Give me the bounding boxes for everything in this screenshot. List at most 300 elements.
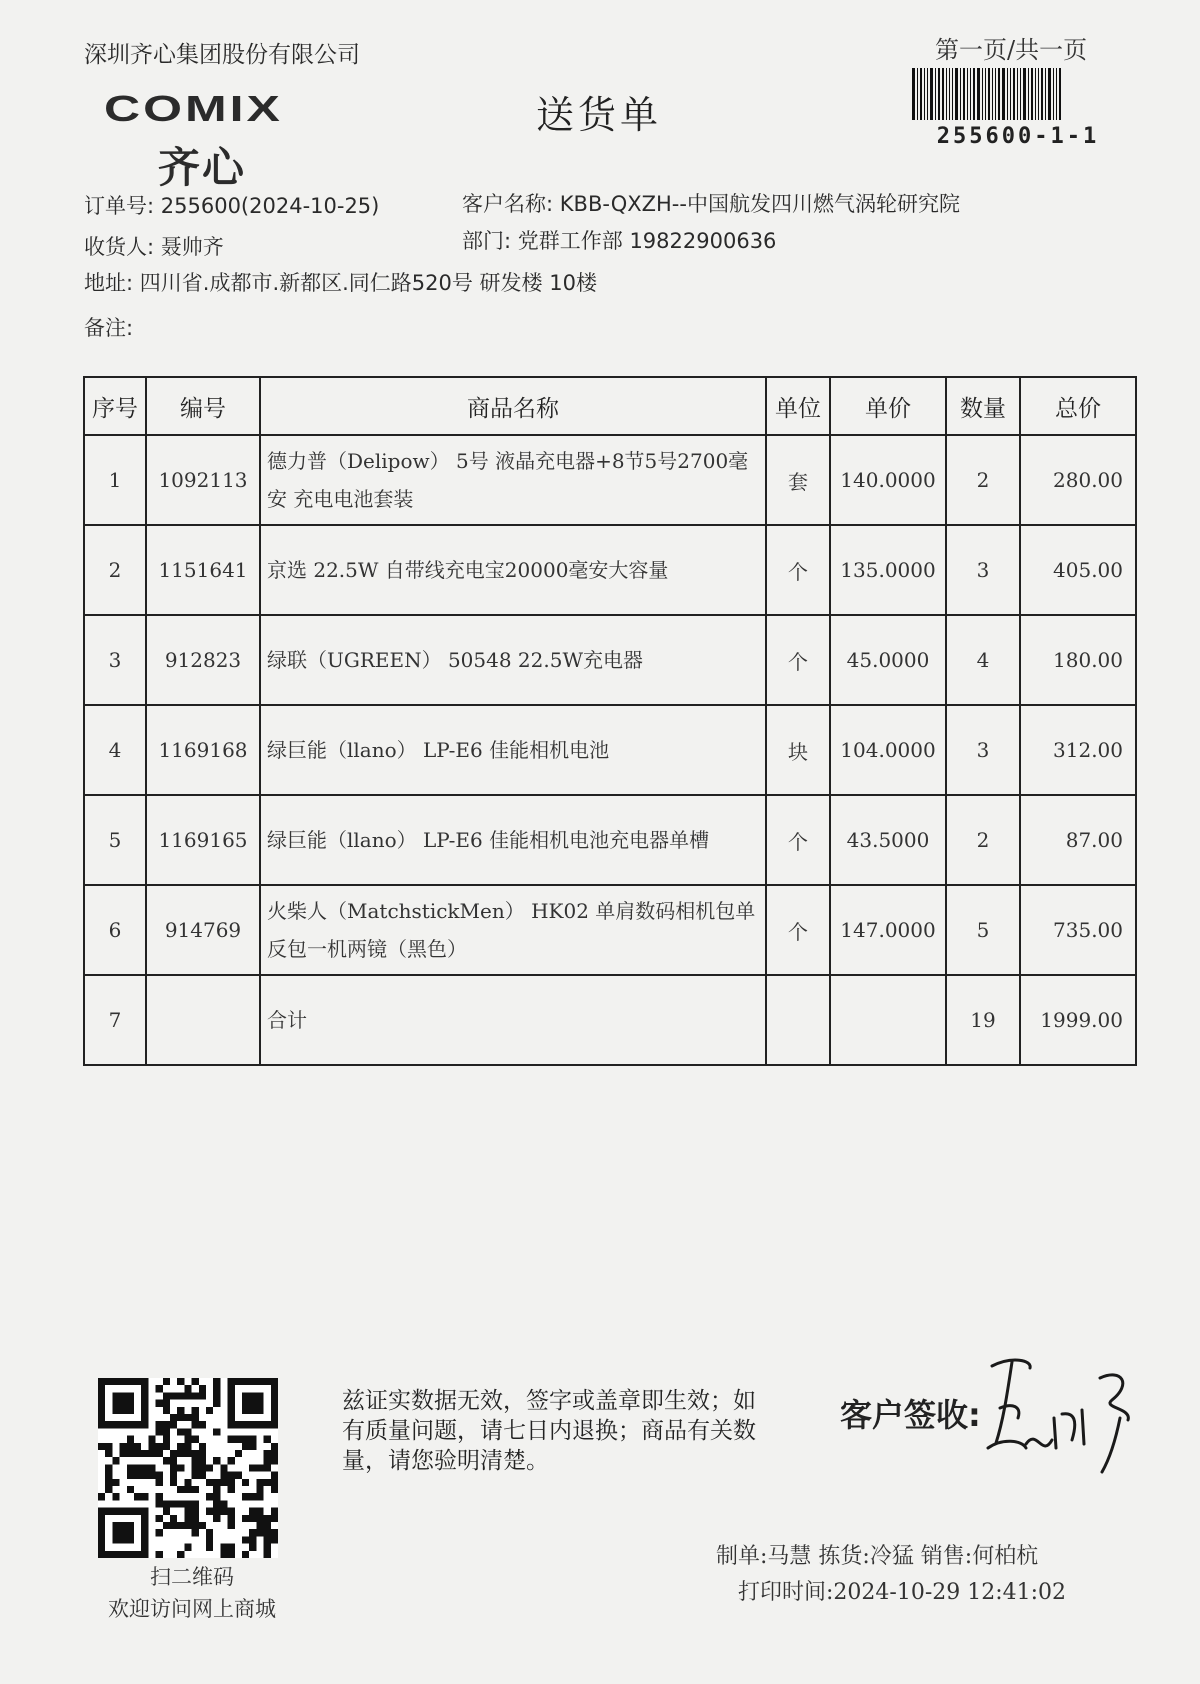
qr-module <box>199 1464 206 1471</box>
qr-module <box>228 1400 235 1407</box>
qr-module <box>192 1392 199 1399</box>
qr-module <box>141 1407 148 1414</box>
qr-module <box>199 1472 206 1479</box>
qr-module <box>112 1407 119 1414</box>
qr-module <box>242 1392 249 1399</box>
qr-module <box>256 1464 263 1471</box>
qr-module <box>112 1536 119 1543</box>
company-name: 深圳齐心集团股份有限公司 <box>84 42 360 68</box>
qr-module <box>228 1551 235 1558</box>
table-row <box>84 615 1136 705</box>
qr-module <box>192 1522 199 1529</box>
qr-module <box>192 1529 199 1536</box>
qr-module <box>127 1522 134 1529</box>
qr-module <box>177 1414 184 1421</box>
qr-module <box>98 1493 105 1500</box>
qr-module <box>192 1515 199 1522</box>
barcode-bar <box>1035 68 1036 120</box>
receiver-value: 聂帅齐 <box>160 235 224 259</box>
cell-seq: 2 <box>84 525 146 615</box>
qr-module <box>112 1421 119 1428</box>
cell-unit: 个 <box>766 795 830 885</box>
cell-quantity: 5 <box>946 885 1020 975</box>
comix-logo-text: COMIX <box>104 88 283 130</box>
address-value: 四川省.成都市.新都区.同仁路520号 研发楼 10楼 <box>139 271 597 295</box>
barcode-bar <box>1020 68 1021 120</box>
qr-module <box>199 1443 206 1450</box>
qr-module <box>271 1443 278 1450</box>
qr-module <box>184 1515 191 1522</box>
qr-module <box>271 1529 278 1536</box>
qr-module <box>120 1378 127 1385</box>
qr-module <box>249 1508 256 1515</box>
cell-quantity: 2 <box>946 795 1020 885</box>
qr-module <box>213 1515 220 1522</box>
barcode-bar <box>985 68 986 120</box>
cell-total: 280.00 <box>1020 435 1136 525</box>
qr-module <box>228 1515 235 1522</box>
qr-module <box>120 1443 127 1450</box>
department <box>462 225 776 255</box>
qr-module <box>192 1407 199 1414</box>
qr-module <box>235 1450 242 1457</box>
cell-code: 1169165 <box>146 795 260 885</box>
qr-module <box>156 1421 163 1428</box>
qr-module <box>127 1436 134 1443</box>
qr-module <box>156 1479 163 1486</box>
qr-module <box>120 1522 127 1529</box>
barcode-bar <box>949 68 950 120</box>
remark <box>84 312 133 342</box>
qr-module <box>177 1464 184 1471</box>
qr-module <box>177 1392 184 1399</box>
cell-unit-price: 43.5000 <box>830 795 946 885</box>
qr-module <box>235 1436 242 1443</box>
barcode-bar <box>942 68 944 120</box>
qr-module <box>184 1500 191 1507</box>
qr-module <box>177 1407 184 1414</box>
qr-module <box>271 1385 278 1392</box>
qr-module <box>228 1407 235 1414</box>
qr-module <box>242 1479 249 1486</box>
qr-module <box>184 1450 191 1457</box>
qr-module <box>228 1472 235 1479</box>
cell-unit: 个 <box>766 885 830 975</box>
barcode-bar <box>1017 68 1018 120</box>
qr-module <box>148 1464 155 1471</box>
cell-unit: 块 <box>766 705 830 795</box>
qr-module <box>256 1529 263 1536</box>
cell-product-name: 绿巨能（llano） LP-E6 佳能相机电池 <box>260 705 766 795</box>
barcode-bar <box>970 68 971 120</box>
qr-module <box>156 1551 163 1558</box>
qr-module <box>192 1508 199 1515</box>
qr-module <box>177 1428 184 1435</box>
cell-unit-price: 45.0000 <box>830 615 946 705</box>
qr-module <box>199 1522 206 1529</box>
qr-module <box>206 1508 213 1515</box>
barcode-bar <box>1013 68 1015 120</box>
qr-module <box>192 1457 199 1464</box>
qr-module <box>98 1536 105 1543</box>
customer-signature <box>982 1348 1142 1478</box>
barcode-bar <box>1031 68 1033 120</box>
qr-module <box>141 1515 148 1522</box>
qr-module <box>112 1457 119 1464</box>
qr-module <box>112 1493 119 1500</box>
qr-module <box>98 1414 105 1421</box>
qr-module <box>235 1421 242 1428</box>
qr-module <box>228 1392 235 1399</box>
qr-code-image <box>98 1378 278 1558</box>
qr-module <box>156 1472 163 1479</box>
qr-caption-scan: 扫二维码 <box>150 1565 234 1589</box>
header-seq: 序号 <box>84 377 146 435</box>
barcode-bar <box>967 68 968 120</box>
cell-unit: 套 <box>766 435 830 525</box>
qr-module <box>220 1479 227 1486</box>
qr-module <box>213 1479 220 1486</box>
header-code: 编号 <box>146 377 260 435</box>
cell-total-quantity: 19 <box>946 975 1020 1065</box>
qr-module <box>105 1421 112 1428</box>
qr-module <box>184 1385 191 1392</box>
qr-module <box>112 1392 119 1399</box>
qr-module <box>184 1486 191 1493</box>
qr-module <box>141 1414 148 1421</box>
qr-module <box>235 1472 242 1479</box>
qr-module <box>120 1392 127 1399</box>
qr-module <box>156 1493 163 1500</box>
qr-module <box>242 1515 249 1522</box>
qr-module <box>235 1378 242 1385</box>
qr-module <box>105 1486 112 1493</box>
cell-code: 1092113 <box>146 435 260 525</box>
qr-caption-visit: 欢迎访问网上商城 <box>108 1597 276 1621</box>
qr-module <box>112 1529 119 1536</box>
qr-module <box>242 1400 249 1407</box>
address-label: 地址: <box>84 271 134 295</box>
cell-unit-price: 140.0000 <box>830 435 946 525</box>
qr-module <box>213 1493 220 1500</box>
qr-module <box>156 1428 163 1435</box>
customer-name-value: KBB-QXZH--中国航发四川燃气涡轮研究院 <box>559 192 960 216</box>
qr-module <box>120 1536 127 1543</box>
qr-module <box>163 1500 170 1507</box>
qr-module <box>220 1472 227 1479</box>
qr-module <box>134 1493 141 1500</box>
cell-product-name: 绿巨能（llano） LP-E6 佳能相机电池充电器单槽 <box>260 795 766 885</box>
qr-module <box>228 1378 235 1385</box>
barcode-bar <box>920 68 922 120</box>
qr-module <box>98 1421 105 1428</box>
cell-seq: 1 <box>84 435 146 525</box>
header-unit: 单位 <box>766 377 830 435</box>
qr-module <box>98 1400 105 1407</box>
qr-module <box>127 1407 134 1414</box>
qr-module <box>242 1421 249 1428</box>
barcode-bar <box>992 68 993 120</box>
qr-module <box>112 1522 119 1529</box>
qr-module <box>206 1544 213 1551</box>
qr-module <box>242 1551 249 1558</box>
cell-code: 914769 <box>146 885 260 975</box>
qr-module <box>184 1443 191 1450</box>
qr-module <box>141 1400 148 1407</box>
cell-quantity: 3 <box>946 705 1020 795</box>
qr-module <box>249 1436 256 1443</box>
department-label: 部门: <box>462 229 512 253</box>
cell-product-name: 京选 22.5W 自带线充电宝20000毫安大容量 <box>260 525 766 615</box>
qr-module <box>98 1515 105 1522</box>
barcode-bar <box>952 68 953 120</box>
qr-module <box>199 1421 206 1428</box>
qr-module <box>120 1551 127 1558</box>
qr-module <box>249 1443 256 1450</box>
notice-text: 兹证实数据无效，签字或盖章即生效；如有质量问题，请七日内退换；商品有关数量，请您验明清楚。 <box>342 1388 756 1474</box>
qr-module <box>228 1457 235 1464</box>
barcode-bar <box>1041 68 1043 120</box>
qr-module <box>177 1522 184 1529</box>
qr-module <box>264 1536 271 1543</box>
qr-module <box>192 1421 199 1428</box>
barcode-bar <box>1053 68 1054 120</box>
qr-module <box>156 1443 163 1450</box>
cell-seq: 6 <box>84 885 146 975</box>
qr-module <box>127 1551 134 1558</box>
barcode-bar <box>960 68 961 120</box>
qr-module <box>163 1457 170 1464</box>
barcode-bar <box>946 68 947 120</box>
barcode-bar <box>1028 68 1029 120</box>
barcode-bar <box>935 68 936 120</box>
qr-module <box>170 1464 177 1471</box>
cell-code: 1151641 <box>146 525 260 615</box>
qr-module <box>105 1450 112 1457</box>
qr-module <box>256 1493 263 1500</box>
qr-module <box>177 1450 184 1457</box>
qr-module <box>170 1414 177 1421</box>
remark-label: 备注: <box>84 316 134 340</box>
cell-unit-price: 135.0000 <box>830 525 946 615</box>
qr-module <box>177 1443 184 1450</box>
page-indicator: 第一页/共一页 <box>935 36 1088 64</box>
qr-module <box>120 1421 127 1428</box>
barcode-bar <box>927 68 928 120</box>
qr-module <box>271 1515 278 1522</box>
barcode-number: 255600-1-1 <box>936 124 1100 149</box>
qr-module <box>141 1544 148 1551</box>
qr-module <box>134 1551 141 1558</box>
cell-product-name: 火柴人（MatchstickMen） HK02 单肩数码相机包单反包一机两镜（黑色） <box>260 885 766 975</box>
barcode-bar <box>963 68 965 120</box>
barcode-bar <box>1059 68 1061 120</box>
qr-module <box>120 1400 127 1407</box>
qr-module <box>98 1551 105 1558</box>
qr-module <box>163 1421 170 1428</box>
qr-module <box>163 1407 170 1414</box>
qr-module <box>98 1378 105 1385</box>
qr-module <box>271 1486 278 1493</box>
qr-module <box>220 1464 227 1471</box>
qr-module <box>98 1407 105 1414</box>
items-table <box>83 376 1137 1066</box>
qr-module <box>264 1522 271 1529</box>
qr-module <box>156 1529 163 1536</box>
qr-module <box>105 1443 112 1450</box>
receiver-label: 收货人: <box>84 235 155 259</box>
qr-module <box>112 1400 119 1407</box>
qr-module <box>271 1392 278 1399</box>
qr-module <box>213 1392 220 1399</box>
qr-module <box>170 1450 177 1457</box>
qr-module <box>141 1421 148 1428</box>
qr-module <box>249 1407 256 1414</box>
qr-module <box>170 1457 177 1464</box>
qr-module <box>141 1472 148 1479</box>
cell-product-name: 德力普（Delipow） 5号 液晶充电器+8节5号2700毫安 充电电池套装 <box>260 435 766 525</box>
cell-unit: 个 <box>766 525 830 615</box>
qr-module <box>213 1500 220 1507</box>
qr-module <box>98 1508 105 1515</box>
cell-unit-price <box>830 975 946 1065</box>
qr-module <box>199 1385 206 1392</box>
qr-module <box>192 1378 199 1385</box>
qr-module <box>141 1508 148 1515</box>
barcode-bar <box>1007 68 1008 120</box>
qr-module <box>134 1508 141 1515</box>
qr-module <box>228 1436 235 1443</box>
qr-module <box>141 1522 148 1529</box>
qr-module <box>112 1378 119 1385</box>
qr-module <box>228 1486 235 1493</box>
qr-module <box>206 1493 213 1500</box>
qr-module <box>127 1536 134 1543</box>
qr-module <box>192 1450 199 1457</box>
qr-module <box>120 1407 127 1414</box>
qr-module <box>184 1436 191 1443</box>
qr-module <box>148 1436 155 1443</box>
barcode-bar <box>977 68 980 120</box>
qr-module <box>220 1551 227 1558</box>
qr-module <box>127 1400 134 1407</box>
qr-module <box>228 1479 235 1486</box>
cell-total: 735.00 <box>1020 885 1136 975</box>
qr-module <box>141 1385 148 1392</box>
qr-module <box>264 1551 271 1558</box>
qr-module <box>256 1407 263 1414</box>
table-row <box>84 885 1136 975</box>
qr-module <box>264 1479 271 1486</box>
qr-module <box>134 1472 141 1479</box>
qr-module <box>120 1508 127 1515</box>
qr-module <box>148 1443 155 1450</box>
qr-module <box>192 1472 199 1479</box>
cell-total: 87.00 <box>1020 795 1136 885</box>
table-row <box>84 435 1136 525</box>
qr-module <box>98 1522 105 1529</box>
qr-module <box>264 1529 271 1536</box>
qr-module <box>120 1529 127 1536</box>
cell-seq: 3 <box>84 615 146 705</box>
barcode-bar <box>912 68 915 120</box>
qr-module <box>134 1450 141 1457</box>
qr-module <box>163 1443 170 1450</box>
qr-module <box>228 1544 235 1551</box>
qr-module <box>141 1450 148 1457</box>
qr-module <box>213 1378 220 1385</box>
qr-module <box>163 1428 170 1435</box>
cell-code: 1169168 <box>146 705 260 795</box>
qr-module <box>105 1508 112 1515</box>
qr-module <box>141 1493 148 1500</box>
qr-module <box>156 1385 163 1392</box>
cell-unit-price: 147.0000 <box>830 885 946 975</box>
qr-module <box>156 1400 163 1407</box>
qr-module <box>249 1421 256 1428</box>
qr-module <box>105 1472 112 1479</box>
qr-module <box>177 1500 184 1507</box>
header-product-name: 商品名称 <box>260 377 766 435</box>
barcode-bar <box>924 68 925 120</box>
qr-module <box>163 1400 170 1407</box>
qr-module <box>256 1400 263 1407</box>
qr-module <box>271 1479 278 1486</box>
qr-module <box>192 1486 199 1493</box>
comix-logo-chinese: 齐心 <box>158 143 247 192</box>
qr-module <box>264 1450 271 1457</box>
qr-module <box>141 1551 148 1558</box>
barcode-bar <box>938 68 940 120</box>
staff-line: 制单:马慧 拣货:冷猛 销售:何柏杭 <box>716 1544 1039 1569</box>
cell-code: 912823 <box>146 615 260 705</box>
qr-module <box>141 1536 148 1543</box>
qr-module <box>199 1392 206 1399</box>
qr-module <box>242 1407 249 1414</box>
qr-module <box>127 1421 134 1428</box>
receiver <box>84 231 224 261</box>
qr-module <box>249 1464 256 1471</box>
qr-module <box>271 1472 278 1479</box>
qr-module <box>192 1414 199 1421</box>
qr-module <box>206 1536 213 1543</box>
header-quantity: 数量 <box>946 377 1020 435</box>
qr-module <box>249 1515 256 1522</box>
qr-module <box>264 1515 271 1522</box>
cell-seq: 7 <box>84 975 146 1065</box>
qr-module <box>141 1392 148 1399</box>
qr-module <box>206 1464 213 1471</box>
barcode-bar <box>1038 68 1039 120</box>
qr-module <box>206 1407 213 1414</box>
qr-module <box>256 1515 263 1522</box>
barcode-bar <box>917 68 918 120</box>
qr-module <box>156 1500 163 1507</box>
qr-module <box>156 1450 163 1457</box>
barcode-bar <box>982 68 983 120</box>
cell-quantity: 4 <box>946 615 1020 705</box>
table-row <box>84 705 1136 795</box>
customer-sign-label: 客户签收: <box>840 1396 981 1434</box>
cell-seq: 4 <box>84 705 146 795</box>
qr-module <box>199 1457 206 1464</box>
qr-module <box>249 1544 256 1551</box>
qr-module <box>120 1450 127 1457</box>
qr-module <box>206 1529 213 1536</box>
qr-module <box>98 1443 105 1450</box>
qr-module <box>148 1472 155 1479</box>
qr-module <box>264 1421 271 1428</box>
